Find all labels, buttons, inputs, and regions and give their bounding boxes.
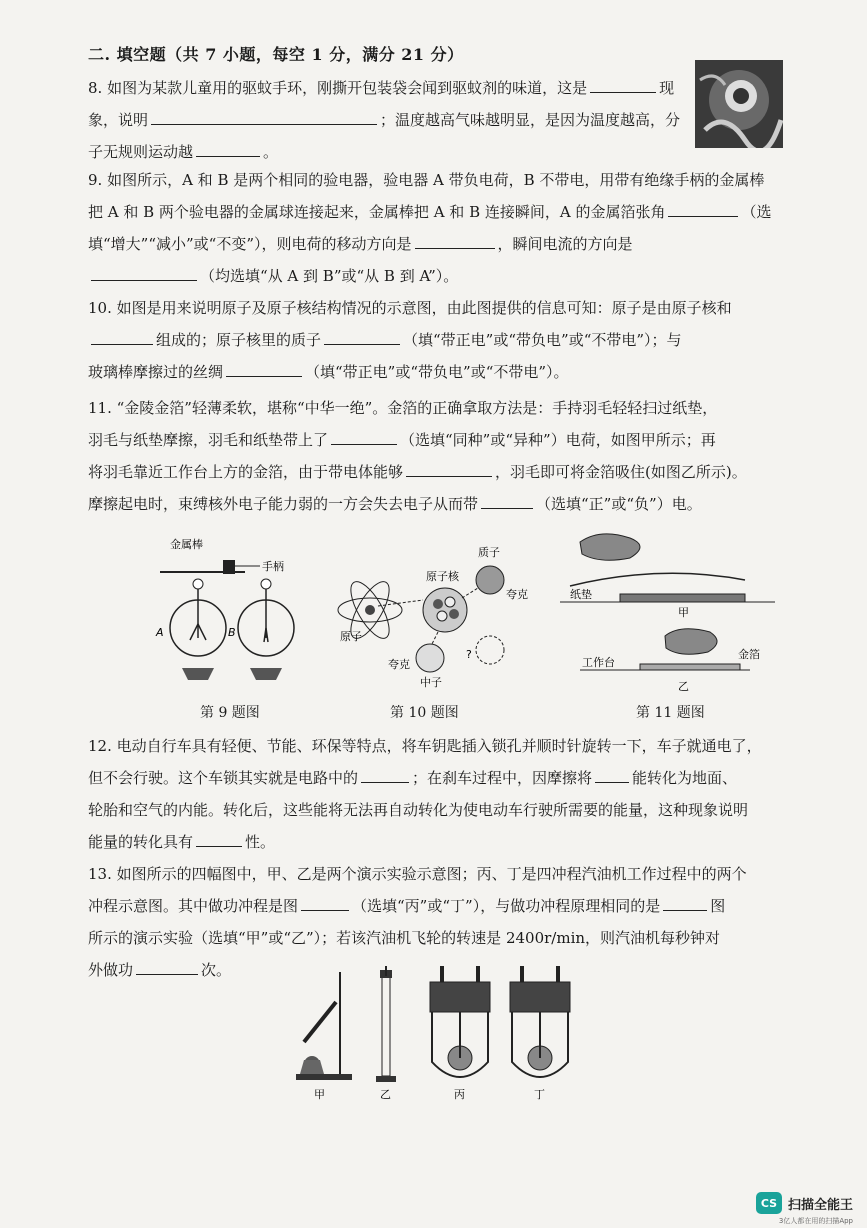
q10-text-1: 10. 如图是用来说明原子及原子核结构情况的示意图，由此图提供的信息可知：原子是由原子核和	[88, 299, 732, 317]
q11-blank-2[interactable]	[406, 458, 492, 477]
q11-text-3a: 将羽毛靠近工作台上方的金箔，由于带电体能够	[88, 463, 404, 481]
q12-blank-2[interactable]	[595, 764, 629, 783]
q13-text-4a: 外做功	[88, 961, 134, 979]
q13-text-2b: （选填“丙”或“丁”），与做功冲程原理相同的是	[352, 897, 661, 915]
q9-text-3a: 填“增大”“减小”或“不变”），则电荷的移动方向是	[88, 235, 412, 253]
fig10-nucleus-label: 原子核	[426, 570, 459, 583]
figure-9-electroscopes	[150, 528, 320, 698]
scanner-logo-icon: CS	[756, 1192, 782, 1214]
fig9-handle-label: 手柄	[262, 560, 284, 573]
q9-blank-3[interactable]	[91, 262, 197, 281]
q9-text-1: 9. 如图所示，A 和 B 是两个相同的验电器，验电器 A 带负电荷，B 不带电，用带有绝缘手柄的金属棒	[88, 171, 765, 189]
fig10-quark-label-1: 夸克	[506, 588, 528, 601]
q8-text-1-end: 现	[659, 79, 675, 97]
fig13-ding-label: 丁	[534, 1088, 545, 1101]
question-12	[88, 730, 778, 858]
fig13-bing-label: 丙	[454, 1088, 465, 1101]
fig10-neutron-label: 中子	[420, 676, 442, 689]
q8-blank-1[interactable]	[590, 74, 656, 93]
figure-11-gold-foil	[560, 524, 780, 694]
fig11-yi-label: 乙	[678, 680, 689, 693]
question-11	[88, 392, 778, 520]
q11-blank-1[interactable]	[331, 426, 397, 445]
fig9-rod-label: 金属棒	[170, 538, 203, 551]
mosquito-band-photo	[695, 60, 783, 148]
figure-10-atom-diagram	[330, 540, 530, 690]
fig11-foil-label: 金箔	[738, 648, 760, 661]
q12-text-2a: 但不会行驶。这个车锁其实就是电路中的	[88, 769, 359, 787]
fig10-question-mark: ?	[466, 648, 472, 661]
fig10-atom-label: 原子	[340, 630, 362, 643]
q9-blank-2[interactable]	[415, 230, 495, 249]
scanner-tagline: 3亿人都在用的扫描App	[778, 1217, 853, 1225]
q13-text-4b: 次。	[201, 961, 232, 979]
q12-text-3: 轮胎和空气的内能。转化后，这些能将无法再自动转化为使电动车行驶所需要的能量，这种现象说明	[88, 801, 749, 819]
q13-text-2c: 图	[710, 897, 726, 915]
q8-blank-3[interactable]	[196, 138, 260, 157]
q8-text-2a: 象，说明	[88, 111, 149, 129]
fig13-jia-label: 甲	[314, 1088, 325, 1101]
q12-blank-3[interactable]	[196, 828, 242, 847]
q11-text-2b: （选填“同种”或“异种”）电荷，如图甲所示；再	[400, 431, 716, 449]
q9-blank-1[interactable]	[668, 198, 738, 217]
fig11-jia-label: 甲	[678, 606, 689, 619]
q8-blank-2[interactable]	[151, 106, 377, 125]
section-title: 二. 填空题（共 7 小题，每空 1 分，满分 21 分）	[88, 45, 464, 64]
q8-text-3-end: 。	[263, 143, 279, 161]
q12-text-2c: 能转化为地面、	[632, 769, 738, 787]
fig9-b-label: B	[228, 626, 236, 639]
q13-text-2a: 冲程示意图。其中做功冲程是图	[88, 897, 299, 915]
q13-text-1: 13. 如图所示的四幅图中，甲、乙是两个演示实验示意图；丙、丁是四冲程汽油机工作过程中的两个	[88, 865, 747, 883]
q11-text-2a: 羽毛与纸垫摩擦，羽毛和纸垫带上了	[88, 431, 329, 449]
q13-text-3: 所示的演示实验（选填“甲”或“乙”）；若该汽油机飞轮的转速是 2400r/min，则汽油机每秒钟对	[88, 929, 721, 947]
q10-text-2b: （填“带正电”或“带负电”或“不带电”）；与	[403, 331, 682, 349]
q13-blank-2[interactable]	[663, 892, 707, 911]
q10-text-2a: 组成的；原子核里的质子	[156, 331, 322, 349]
fig11-table-label: 工作台	[582, 656, 615, 669]
q12-text-4b: 性。	[245, 833, 276, 851]
fig9-a-label: A	[156, 626, 164, 639]
scanner-name: 扫描全能王	[787, 1197, 853, 1213]
question-8	[88, 72, 688, 168]
q10-blank-3[interactable]	[226, 358, 302, 377]
q9-text-3b: ，瞬间电流的方向是	[497, 235, 633, 253]
scanner-watermark	[756, 1192, 853, 1214]
q12-text-1: 12. 电动自行车具有轻便、节能、环保等特点，将车钥匙插入锁孔并顺时针旋转一下，车子就通电了，	[88, 737, 762, 755]
q13-blank-1[interactable]	[301, 892, 349, 911]
figure-10-caption: 第 10 题图	[390, 705, 459, 721]
fig11-pad-label: 纸垫	[570, 588, 592, 601]
q11-text-4b: （选填“正”或“负”）电。	[536, 495, 702, 513]
q9-text-2a: 把 A 和 B 两个验电器的金属球连接起来，金属棒把 A 和 B 连接瞬间，A 的金属箔张角	[88, 203, 666, 221]
q12-blank-1[interactable]	[361, 764, 409, 783]
q9-text-4: （均选填“从 A 到 B”或“从 B 到 A”）。	[200, 267, 459, 285]
q11-text-4a: 摩擦起电时，束缚核外电子能力弱的一方会失去电子从而带	[88, 495, 479, 513]
q8-text-3: 子无规则运动越	[88, 143, 194, 161]
question-9	[88, 164, 778, 292]
fig10-quark-label-2: 夸克	[388, 658, 410, 671]
fig10-proton-label: 质子	[478, 546, 500, 559]
figure-13-experiments	[290, 962, 580, 1112]
q13-blank-3[interactable]	[136, 956, 198, 975]
q11-text-1: 11. “金陵金箔”轻薄柔软，堪称“中华一绝”。金箔的正确拿取方法是：手持羽毛轻轻扫过纸垫，	[88, 399, 718, 417]
q10-blank-1[interactable]	[91, 326, 153, 345]
q12-text-4a: 能量的转化具有	[88, 833, 194, 851]
q10-text-3a: 玻璃棒摩擦过的丝绸	[88, 363, 224, 381]
q10-blank-2[interactable]	[324, 326, 400, 345]
q8-text-2b: ；温度越高气味越明显，是因为温度越高，分	[380, 111, 681, 129]
q10-text-3b: （填“带正电”或“带负电”或“不带电”）。	[305, 363, 569, 381]
q12-text-2b: ；在刹车过程中，因摩擦将	[412, 769, 593, 787]
q9-text-2b: （选	[741, 203, 772, 221]
figure-9-caption: 第 9 题图	[200, 705, 260, 721]
q8-text-1: 8. 如图为某款儿童用的驱蚊手环，刚撕开包装袋会闻到驱蚊剂的味道，这是	[88, 79, 588, 97]
q11-blank-3[interactable]	[481, 490, 533, 509]
figure-11-caption: 第 11 题图	[636, 705, 705, 721]
fig13-yi-label: 乙	[380, 1088, 391, 1101]
q11-text-3b: ，羽毛即可将金箔吸住(如图乙所示)。	[495, 463, 747, 481]
question-10	[88, 292, 778, 388]
